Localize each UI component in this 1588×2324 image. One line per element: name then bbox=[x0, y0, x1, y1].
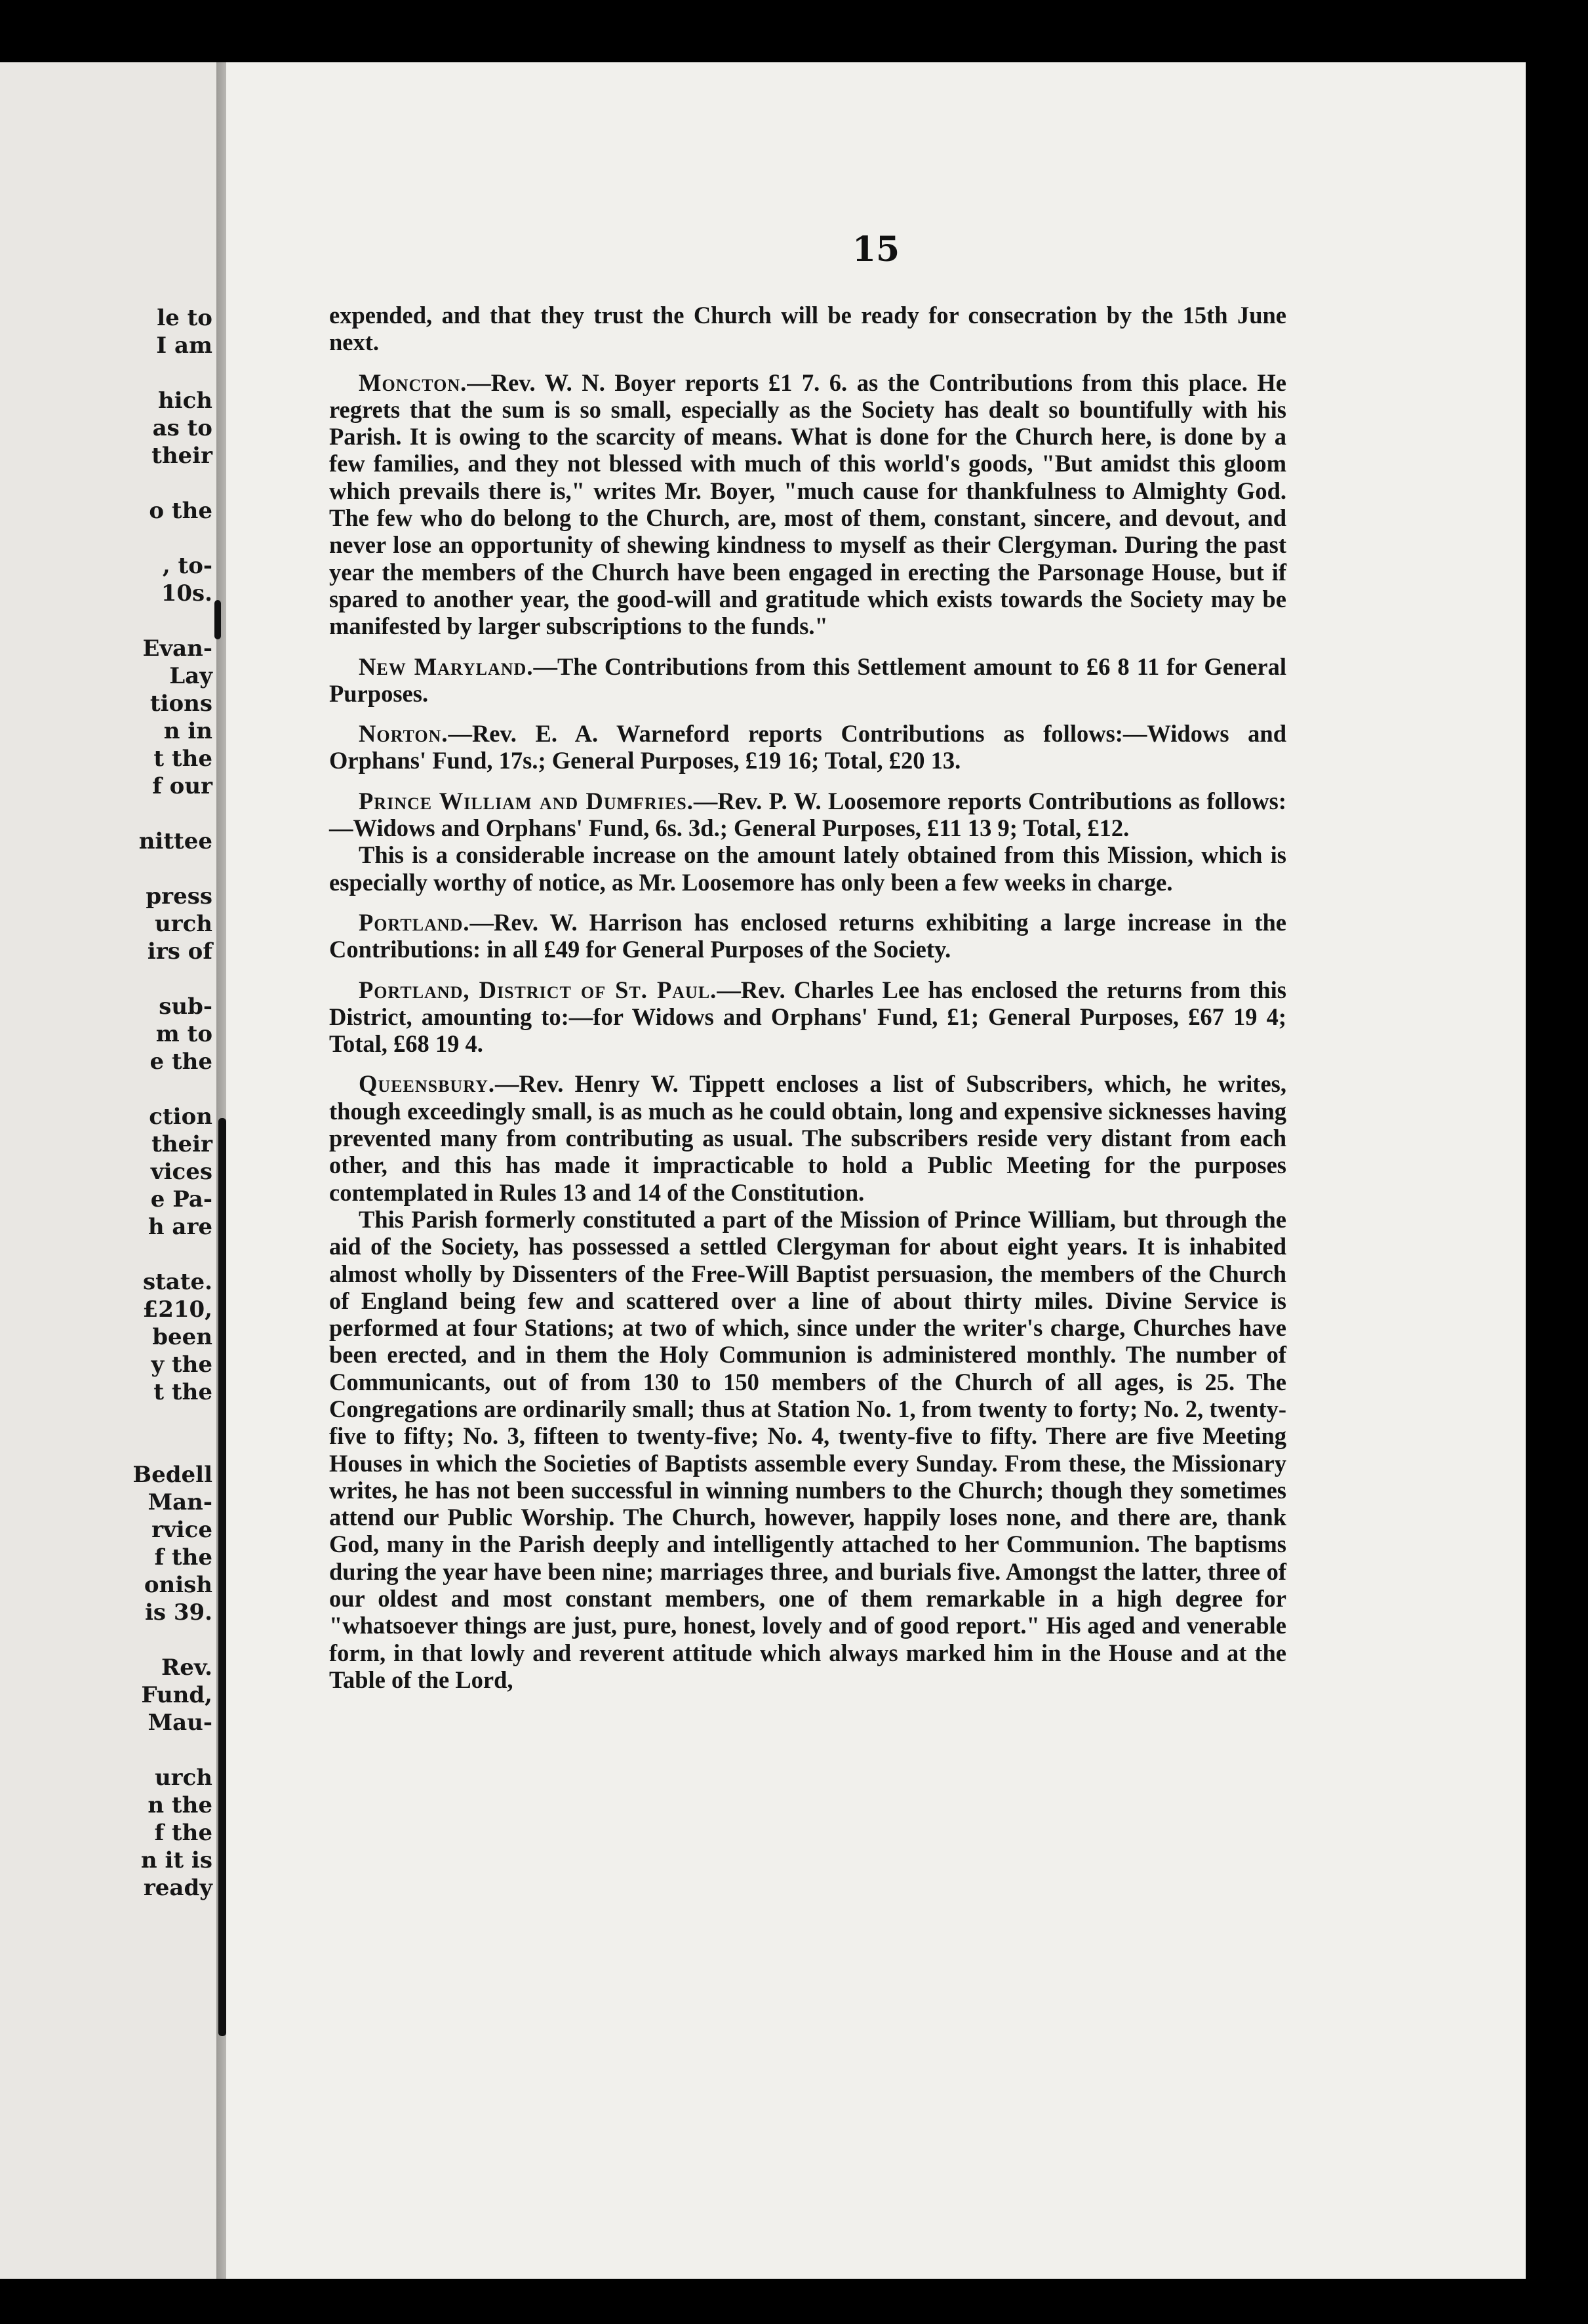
facing-page bbox=[0, 62, 216, 2279]
facing-page-line: h are bbox=[148, 1214, 212, 1240]
facing-page-line: m to bbox=[155, 1021, 212, 1047]
facing-page-line: onish bbox=[144, 1572, 212, 1598]
facing-page-line: Fund, bbox=[141, 1682, 212, 1708]
paragraph bbox=[329, 909, 1286, 963]
facing-page-line: t the bbox=[153, 746, 212, 772]
entry-heading: Queensbury. bbox=[359, 1070, 495, 1098]
facing-page-line: Lay bbox=[169, 663, 212, 689]
facing-page-line: urch bbox=[154, 911, 212, 937]
facing-page-line: f the bbox=[154, 1820, 212, 1846]
facing-page-line: £210, bbox=[142, 1296, 212, 1323]
paragraph bbox=[329, 976, 1286, 1058]
paragraph bbox=[329, 720, 1286, 774]
document-page bbox=[226, 62, 1526, 2279]
facing-page-line: Bedell bbox=[132, 1462, 212, 1488]
paragraph-text: expended, and that they trust the Church will be ready for consecration by the 15th June next. bbox=[329, 302, 1286, 356]
page-number: 15 bbox=[852, 230, 900, 270]
facing-page-line: nittee bbox=[138, 828, 212, 854]
paragraph bbox=[329, 653, 1286, 708]
facing-page-line: tions bbox=[149, 691, 212, 717]
facing-page-line: been bbox=[152, 1324, 212, 1350]
paragraph-text: This Parish formerly constituted a part of the Mission of Prince William, but through the aid of the Society, has possessed a settled Clergyman for about eight years. It is inhabited almost wholly by Dissenters of the Free-Will Baptist persuasion, the members of the Church of England being few and scattered over a line of about thirty miles. Divine Service is performed at four Stations; at two of which, since under the writer's charge, Churches have been erected, and in them the Holy Communion is administered monthly. The number of Communicants, out of from 130 to 150 members of the Church of all ages, is 25. The Congregations are ordinarily small; thus at Station No. 1, from twenty to forty; No. 2, twenty-five to fifty; No. 3, fifteen to twenty-five; No. 4, twenty-five to fifty. There are five Meeting Houses in which the Societies of Baptists assemble every Sunday. From these, the Missionary writes, he has not been successful in winning numbers to the Church; though they sometimes attend our Public Worship. The Church, however, happily loses none, and there are, thank God, many in the Parish deeply and intelligently attached to her Communion. The baptisms during the year have been nine; marriages three, and burials five. Amongst the latter, three of our oldest and most constant members, one of them remarkable in a high degree for "whatsoever things are just, pure, honest, lovely and of good report." His aged and venerable form, in that lowly and reverent attitude which always marked him in the House and at the Table of the Lord, bbox=[329, 1205, 1286, 1693]
facing-page-line: le to bbox=[157, 305, 212, 331]
facing-page-line: Mau- bbox=[148, 1710, 212, 1736]
facing-page-line: hich bbox=[157, 388, 212, 414]
paragraph-text: —The Contributions from this Settlement amount to £6 8 11 for General Purposes. bbox=[329, 652, 1286, 707]
facing-page-line: Rev. bbox=[161, 1654, 212, 1681]
facing-page-line: 10s. bbox=[161, 580, 212, 607]
facing-page-line: o the bbox=[149, 498, 212, 524]
facing-page-line: sub- bbox=[159, 993, 212, 1020]
paragraph bbox=[329, 1070, 1286, 1205]
paragraph-text: —Rev. E. A. Warneford reports Contributions as follows:—Widows and Orphans' Fund, 17s.; General Purposes, £19 16; Total, £20 13. bbox=[329, 720, 1286, 774]
facing-page-line: n it is bbox=[140, 1847, 212, 1873]
paragraph bbox=[329, 302, 1286, 356]
facing-page-line: n in bbox=[163, 718, 212, 744]
paragraph-text: —Rev. Charles Lee has enclosed the returns from this District, amounting to:—for Widows and Orphans' Fund, £1; General Purposes, £67 19 4; Total, £68 19 4. bbox=[329, 976, 1287, 1058]
facing-page-line: press bbox=[146, 883, 212, 910]
facing-page-line: their bbox=[151, 443, 212, 469]
entry-heading: New Maryland. bbox=[359, 652, 534, 680]
paragraph bbox=[329, 788, 1286, 842]
facing-page-line: rvice bbox=[151, 1517, 212, 1543]
binding-mark bbox=[214, 600, 221, 639]
facing-page-line: as to bbox=[152, 415, 212, 441]
entry-heading: Norton. bbox=[359, 720, 448, 748]
facing-page-line: Man- bbox=[148, 1489, 212, 1515]
facing-page-line: f the bbox=[154, 1544, 212, 1571]
paragraph-text: This is a considerable increase on the amount lately obtained from this Mission, which is especially worthy of notice, as Mr. Loosemore has only been a few weeks in charge. bbox=[329, 841, 1286, 896]
entry-heading: Portland. bbox=[359, 908, 470, 936]
paragraph bbox=[329, 1206, 1286, 1693]
facing-page-line: I am bbox=[156, 332, 212, 359]
entry-heading: Moncton. bbox=[359, 369, 467, 396]
paragraph-text: —Rev. W. N. Boyer reports £1 7. 6. as the Contributions from this place. He regrets that the sum is so small, especially as the Society has dealt so bountifully with his Parish. It is owing to the scarcity of means. What is done for the Church here, is done by a few families, and they not blessed with much of this world's goods, "But amidst this gloom which prevails there is," writes Mr. Boyer, "much cause for thankfulness to Almighty God. The few who do belong to the Church, are, most of them, constant, sincere, and devout, and never lose an opportunity of shewing kindness to myself as their Clergyman. During the past year the members of the Church have been engaged in erecting the Parsonage House, but if spared to another year, the good-will and gratitude which exists towards the Society may be manifested by larger subscriptions to the funds." bbox=[329, 369, 1286, 640]
paragraph-text: —Rev. W. Harrison has enclosed returns exhibiting a large increase in the Contributions: in all £49 for General Purposes of the Society. bbox=[329, 908, 1286, 963]
facing-page-line: e Pa- bbox=[150, 1186, 212, 1212]
facing-page-line: state. bbox=[142, 1269, 212, 1295]
facing-page-line: irs of bbox=[147, 938, 212, 965]
facing-page-line: y the bbox=[151, 1352, 212, 1378]
facing-page-line: n the bbox=[148, 1792, 212, 1818]
facing-page-line: , to- bbox=[162, 553, 212, 579]
facing-page-line: f our bbox=[152, 773, 212, 799]
facing-page-line: t the bbox=[153, 1379, 212, 1405]
facing-page-line: ready bbox=[143, 1875, 212, 1901]
facing-page-line: vices bbox=[150, 1159, 212, 1185]
paragraph bbox=[329, 841, 1286, 896]
facing-page-line: their bbox=[151, 1131, 212, 1157]
paragraph bbox=[329, 369, 1286, 640]
facing-page-line: ction bbox=[149, 1104, 212, 1130]
binding-mark bbox=[218, 1118, 226, 2036]
facing-page-line: urch bbox=[154, 1765, 212, 1791]
paragraph-text: —Rev. P. W. Loosemore reports Contributions as follows:—Widows and Orphans' Fund, 6s. 3d.; General Purposes, £11 13 9; Total, £12. bbox=[329, 787, 1287, 842]
entry-heading: Prince William and Dumfries. bbox=[359, 787, 694, 814]
body-text bbox=[329, 302, 1286, 1693]
facing-page-line: Evan- bbox=[142, 635, 212, 662]
paragraph-text: —Rev. Henry W. Tippett encloses a list of Subscribers, which, he writes, though exceedingly small, is as much as he could obtain, long and expensive sicknesses having prevented many from contributing as usual. The subscribers reside very distant from each other, and this has made it impracticable to hold a Public Meeting for the purposes contemplated in Rules 13 and 14 of the Constitution. bbox=[329, 1070, 1286, 1206]
entry-heading: Portland, District of St. Paul. bbox=[359, 976, 717, 1003]
facing-page-line: e the bbox=[149, 1049, 212, 1075]
facing-page-line: is 39. bbox=[144, 1599, 212, 1626]
